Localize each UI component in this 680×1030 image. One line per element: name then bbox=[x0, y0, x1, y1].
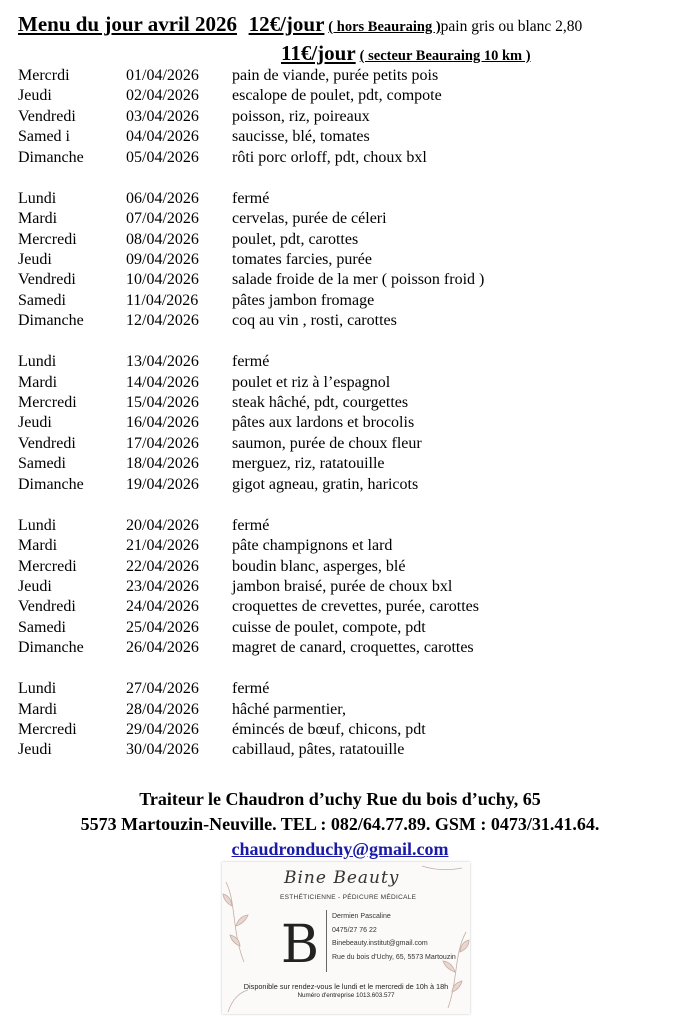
menu-row bbox=[18, 700, 658, 720]
menu-day: Dimanche bbox=[18, 312, 84, 330]
menu-date: 23/04/2026 bbox=[126, 577, 199, 595]
menu-day: Mercredi bbox=[18, 721, 77, 738]
card-company-number: Numéro d'entreprise 1013.603.577 bbox=[297, 992, 395, 999]
menu-dish: fermé bbox=[232, 189, 270, 207]
menu-header-line1 bbox=[18, 12, 680, 37]
menu-date: 16/04/2026 bbox=[126, 414, 199, 432]
menu-day: Samedi bbox=[18, 455, 66, 473]
menu-day: Mardi bbox=[18, 700, 58, 718]
menu-dish: rôti porc orloff, pdt, choux bxl bbox=[232, 148, 427, 166]
monogram-letter: B bbox=[280, 915, 320, 972]
menu-row bbox=[18, 557, 658, 577]
menu-dish: salade froide de la mer ( poisson froid ) bbox=[232, 271, 485, 289]
menu-row bbox=[18, 679, 658, 699]
menu-day: Samedi bbox=[18, 291, 66, 309]
menu-row bbox=[18, 291, 658, 311]
menu-day: Lundi bbox=[18, 353, 57, 371]
menu-row bbox=[18, 393, 658, 413]
menu-dish: coq au vin , rosti, carottes bbox=[232, 312, 397, 330]
menu-dish: poisson, riz, poireaux bbox=[232, 107, 370, 125]
menu-date: 10/04/2026 bbox=[126, 271, 199, 289]
menu-dish: cuisse de poulet, compote, pdt bbox=[232, 618, 426, 636]
menu-dish: fermé bbox=[232, 516, 270, 534]
menu-list bbox=[18, 66, 658, 761]
menu-date: 04/04/2026 bbox=[126, 128, 199, 146]
week-separator bbox=[18, 495, 658, 515]
menu-dish: merguez, riz, ratatouille bbox=[232, 455, 385, 473]
menu-row bbox=[18, 638, 658, 658]
menu-date: 29/04/2026 bbox=[126, 721, 199, 738]
menu-day: Lundi bbox=[18, 516, 57, 534]
menu-day: Mardi bbox=[18, 537, 58, 555]
menu-row bbox=[18, 209, 658, 229]
menu-dish: pâte champignons et lard bbox=[232, 537, 393, 555]
menu-day: Mercrdi bbox=[18, 67, 70, 84]
business-card bbox=[222, 862, 470, 1014]
menu-day: Jeudi bbox=[18, 741, 52, 759]
menu-date: 06/04/2026 bbox=[126, 189, 199, 207]
menu-day: Dimanche bbox=[18, 639, 84, 657]
card-address: Rue du bois d'Uchy, 65, 5573 Martouzin bbox=[332, 953, 456, 961]
menu-row bbox=[18, 413, 658, 433]
menu-dish: gigot agneau, gratin, haricots bbox=[232, 475, 419, 493]
menu-day: Jeudi bbox=[18, 87, 52, 105]
menu-day: Jeudi bbox=[18, 250, 52, 268]
caterer-address: Traiteur le Chaudron d’uchy Rue du bois d’uchy, 65 bbox=[139, 789, 541, 809]
menu-dish: tomates farcies, purée bbox=[232, 250, 372, 268]
menu-date: 30/04/2026 bbox=[126, 741, 199, 759]
menu-date: 08/04/2026 bbox=[126, 230, 199, 248]
menu-date: 25/04/2026 bbox=[126, 618, 199, 636]
menu-row bbox=[18, 373, 658, 393]
card-divider bbox=[326, 910, 327, 972]
bread-price: pain gris ou blanc 2,80 bbox=[440, 18, 583, 35]
menu-dish: cabillaud, pâtes, ratatouille bbox=[232, 741, 405, 759]
menu-dish: fermé bbox=[232, 680, 270, 698]
menu-date: 28/04/2026 bbox=[126, 700, 199, 718]
menu-row bbox=[18, 516, 658, 536]
menu-date: 19/04/2026 bbox=[126, 475, 199, 493]
menu-dish: pain de viande, purée petits pois bbox=[232, 67, 439, 84]
menu-row bbox=[18, 597, 658, 617]
menu-row bbox=[18, 66, 658, 86]
menu-date: 03/04/2026 bbox=[126, 107, 199, 125]
menu-day: Mardi bbox=[18, 210, 58, 228]
price-local-note: ( secteur Beauraing 10 km ) bbox=[359, 48, 531, 64]
menu-row bbox=[18, 189, 658, 209]
menu-row bbox=[18, 311, 658, 331]
menu-date: 27/04/2026 bbox=[126, 680, 199, 698]
menu-row bbox=[18, 250, 658, 270]
menu-date: 18/04/2026 bbox=[126, 455, 199, 473]
menu-title: Menu du jour avril 2026 bbox=[18, 12, 237, 36]
menu-date: 12/04/2026 bbox=[126, 312, 199, 330]
menu-row bbox=[18, 536, 658, 556]
menu-dish: cervelas, purée de céleri bbox=[232, 210, 387, 228]
menu-dish: saucisse, blé, tomates bbox=[232, 128, 370, 146]
menu-day: Lundi bbox=[18, 680, 57, 698]
menu-day: Samed i bbox=[18, 128, 70, 146]
menu-dish: boudin blanc, asperges, blé bbox=[232, 557, 406, 575]
menu-day: Mercredi bbox=[18, 394, 77, 411]
card-brand: Bine Beauty bbox=[284, 868, 400, 888]
menu-day: Mercredi bbox=[18, 230, 77, 248]
card-tagline: ESTHÉTICIENNE - PÉDICURE MÉDICALE bbox=[280, 894, 417, 901]
menu-date: 24/04/2026 bbox=[126, 598, 199, 616]
menu-row bbox=[18, 577, 658, 597]
card-footer bbox=[222, 982, 470, 1000]
menu-day: Vendredi bbox=[18, 598, 76, 616]
card-contact-info bbox=[332, 910, 456, 964]
menu-dish: croquettes de crevettes, purée, carottes bbox=[232, 598, 479, 616]
menu-date: 11/04/2026 bbox=[126, 291, 199, 309]
menu-row bbox=[18, 740, 658, 760]
menu-date: 15/04/2026 bbox=[126, 394, 199, 411]
caterer-email-link[interactable]: chaudronduchy@gmail.com bbox=[231, 839, 449, 859]
menu-row bbox=[18, 352, 658, 372]
menu-dish: saumon, purée de choux fleur bbox=[232, 434, 422, 452]
menu-day: Vendredi bbox=[18, 271, 76, 289]
menu-dish: hâché parmentier, bbox=[232, 700, 346, 718]
week-separator bbox=[18, 332, 658, 352]
menu-date: 26/04/2026 bbox=[126, 639, 199, 657]
menu-dish: steak hâché, pdt, courgettes bbox=[232, 394, 409, 411]
week-separator bbox=[18, 168, 658, 188]
menu-dish: magret de canard, croquettes, carottes bbox=[232, 639, 474, 657]
menu-day: Jeudi bbox=[18, 577, 52, 595]
menu-row bbox=[18, 270, 658, 290]
menu-date: 20/04/2026 bbox=[126, 516, 199, 534]
menu-date: 14/04/2026 bbox=[126, 373, 199, 391]
menu-day: Dimanche bbox=[18, 475, 84, 493]
menu-header-line2 bbox=[281, 41, 531, 66]
menu-date: 07/04/2026 bbox=[126, 210, 199, 228]
menu-dish: fermé bbox=[232, 353, 270, 371]
menu-dish: escalope de poulet, pdt, compote bbox=[232, 87, 442, 105]
menu-dish: émincés de bœuf, chicons, pdt bbox=[232, 721, 426, 738]
menu-day: Jeudi bbox=[18, 414, 52, 432]
menu-dish: pâtes jambon fromage bbox=[232, 291, 375, 309]
menu-day: Mercredi bbox=[18, 557, 77, 575]
price-outside: 12€/jour bbox=[248, 12, 325, 36]
menu-dish: jambon braisé, purée de choux bxl bbox=[232, 577, 453, 595]
card-name: Dermien Pascaline bbox=[332, 913, 391, 920]
menu-row bbox=[18, 454, 658, 474]
menu-day: Mardi bbox=[18, 373, 58, 391]
menu-date: 22/04/2026 bbox=[126, 557, 199, 575]
menu-dish: poulet et riz à l’espagnol bbox=[232, 373, 391, 391]
monogram-logo-icon bbox=[278, 912, 322, 972]
menu-date: 17/04/2026 bbox=[126, 434, 199, 452]
card-phone: 0475/27 76 22 bbox=[332, 926, 377, 934]
menu-date: 01/04/2026 bbox=[126, 67, 199, 84]
menu-date: 02/04/2026 bbox=[126, 87, 199, 105]
caterer-contact: 5573 Martouzin-Neuville. TEL : 082/64.77.89. GSM : 0473/31.41.64. bbox=[80, 814, 600, 834]
card-email: Binebeauty.institut@gmail.com bbox=[332, 940, 428, 947]
card-availability: Disponible sur rendez-vous le lundi et le mercredi de 10h à 18h bbox=[243, 982, 449, 991]
menu-date: 05/04/2026 bbox=[126, 148, 199, 166]
menu-row bbox=[18, 720, 658, 740]
menu-row bbox=[18, 230, 658, 250]
week-separator bbox=[18, 659, 658, 679]
menu-dish: poulet, pdt, carottes bbox=[232, 230, 359, 248]
menu-dish: pâtes aux lardons et brocolis bbox=[232, 414, 415, 432]
menu-day: Vendredi bbox=[18, 434, 76, 452]
menu-day: Vendredi bbox=[18, 107, 76, 125]
menu-day: Dimanche bbox=[18, 148, 84, 166]
menu-row bbox=[18, 86, 658, 106]
menu-date: 09/04/2026 bbox=[126, 250, 199, 268]
menu-row bbox=[18, 434, 658, 454]
menu-day: Lundi bbox=[18, 189, 57, 207]
menu-date: 21/04/2026 bbox=[126, 537, 199, 555]
menu-day: Samedi bbox=[18, 618, 66, 636]
menu-row bbox=[18, 107, 658, 127]
menu-row bbox=[18, 618, 658, 638]
menu-row bbox=[18, 148, 658, 168]
menu-row bbox=[18, 475, 658, 495]
menu-date: 13/04/2026 bbox=[126, 353, 199, 371]
price-local: 11€/jour bbox=[281, 41, 356, 65]
menu-row bbox=[18, 127, 658, 147]
caterer-info bbox=[0, 787, 680, 862]
price-outside-note: ( hors Beauraing ) bbox=[328, 19, 441, 35]
